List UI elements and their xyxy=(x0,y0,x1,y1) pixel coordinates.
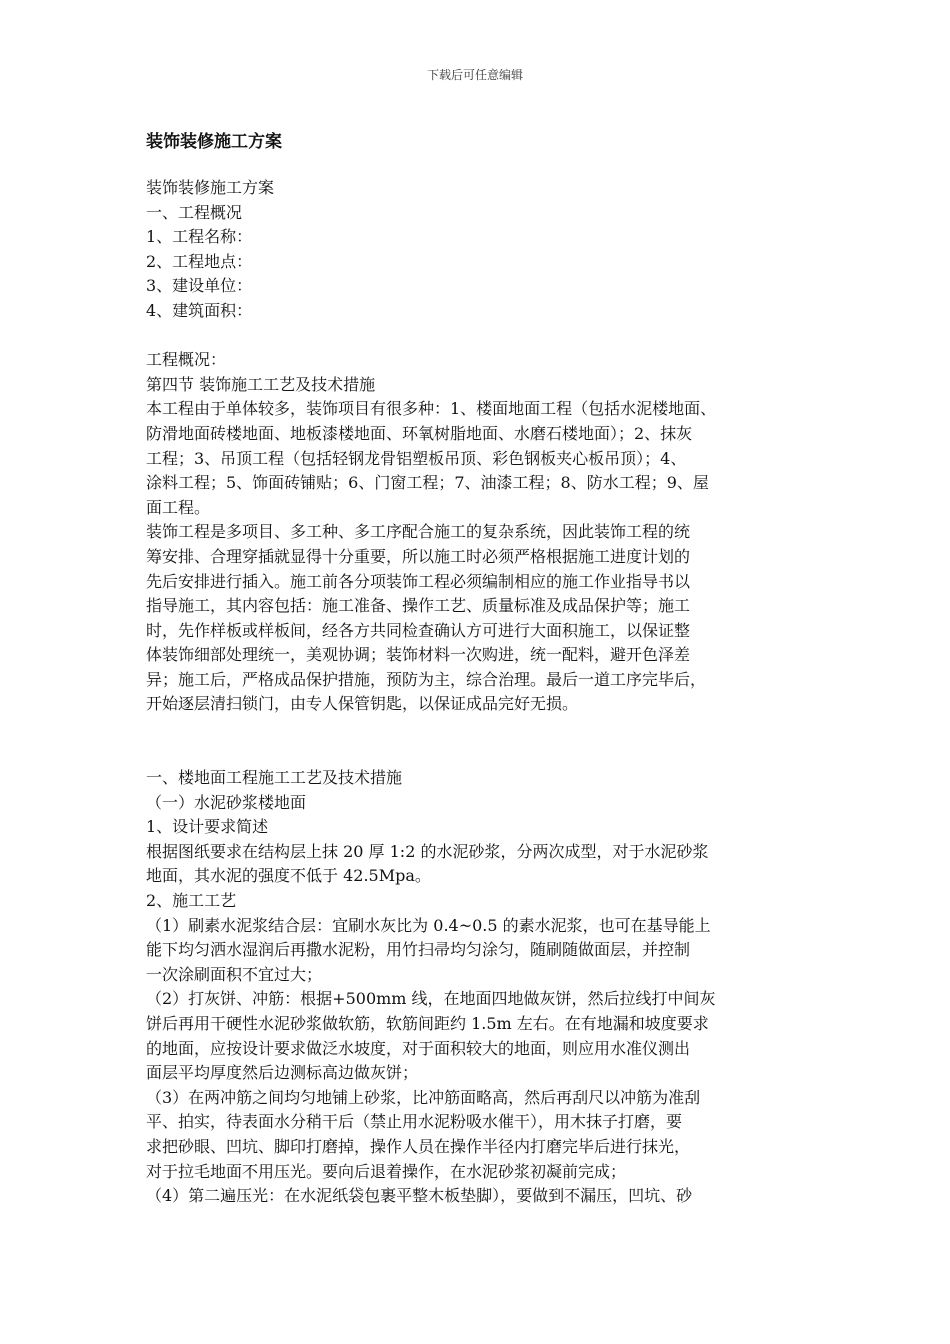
text-line: 工程概况： xyxy=(146,350,227,370)
text-line: 一、工程概况 xyxy=(146,202,243,222)
text-line: 体装饰细部处理统一，美观协调；装饰材料一次购进，统一配料，避开色泽差 xyxy=(146,645,691,665)
text-line: 1、设计要求简述 xyxy=(146,817,269,837)
text-line: 根据图纸要求在结构层上抹 20 厚 1:2 的水泥砂浆，分两次成型，对于水泥砂浆 xyxy=(146,841,709,861)
document-body xyxy=(146,176,816,1209)
floor-works-block xyxy=(146,766,816,1209)
text-line: 1、工程名称： xyxy=(146,227,253,247)
text-line: 涂料工程；5、饰面砖铺贴；6、门窗工程；7、油漆工程；8、防水工程；9、屋 xyxy=(146,473,709,493)
text-line: 装饰工程是多项目、多工种、多工序配合施工的复杂系统，因此装饰工程的统 xyxy=(146,522,691,542)
text-line: 地面，其水泥的强度不低于 42.5Mpa。 xyxy=(146,866,431,886)
text-line: 装饰装修施工方案 xyxy=(146,178,275,197)
text-line: 先后安排进行插入。施工前各分项装饰工程必须编制相应的施工作业指导书以 xyxy=(146,571,691,591)
text-line: 的地面，应按设计要求做泛水坡度，对于面积较大的地面，则应用水准仪测出 xyxy=(146,1038,691,1058)
text-line: 4、建筑面积： xyxy=(146,300,253,320)
text-line: 2、工程地点： xyxy=(146,251,253,271)
text-line: （4）第二遍压光：在水泥纸袋包裹平整木板垫脚），要做到不漏压，凹坑、砂 xyxy=(146,1186,693,1206)
text-line: 防滑地面砖楼地面、地板漆楼地面、环氧树脂地面、水磨石楼地面）；2、抹灰 xyxy=(146,423,693,443)
text-line: 时，先作样板或样板间，经各方共同检查确认方可进行大面积施工，以保证整 xyxy=(146,620,691,640)
page-header: 下载后可任意编辑 xyxy=(426,68,523,82)
text-line: 开始逐层清扫锁门，由专人保管钥匙，以保证成品完好无损。 xyxy=(146,694,579,714)
text-line: 求把砂眼、凹坑、脚印打磨掉，操作人员在操作半径内打磨完毕后进行抹光， xyxy=(146,1136,691,1156)
text-line: 指导施工，其内容包括：施工准备、操作工艺、质量标准及成品保护等；施工 xyxy=(146,596,691,616)
text-line: 平、拍实，待表面水分稍干后（禁止用水泥粉吸水催干），用木抹子打磨，要 xyxy=(146,1112,683,1132)
text-line: 异；施工后，严格成品保护措施，预防为主，综合治理。最后一道工序完毕后， xyxy=(146,669,707,689)
text-line: （3）在两冲筋之间均匀地铺上砂浆，比冲筋面略高，然后再刮尺以冲筋为准刮 xyxy=(146,1087,701,1107)
text-line: （一）水泥砂浆楼地面 xyxy=(146,792,307,812)
section-four-block xyxy=(146,348,816,717)
text-line: 本工程由于单体较多，装饰项目有很多种：1、楼面地面工程（包括水泥楼地面、 xyxy=(146,399,717,419)
text-line: 工程；3、吊顶工程（包括轻钢龙骨铝塑板吊顶、彩色钢板夹心板吊顶）；4、 xyxy=(146,448,687,468)
text-line: （2）打灰饼、冲筋：根据+500mm 线，在地面四地做灰饼，然后拉线打中间灰 xyxy=(146,989,716,1009)
text-line: 第四节 装饰施工工艺及技术措施 xyxy=(146,374,376,394)
text-line: 一次涂刷面积不宜过大； xyxy=(146,964,323,984)
document-title: 装饰装修施工方案 xyxy=(146,132,282,152)
text-line: 2、施工工艺 xyxy=(146,891,237,911)
text-line: 筹安排、合理穿插就显得十分重要，所以施工时必须严格根据施工进度计划的 xyxy=(146,546,691,566)
text-line: 面层平均厚度然后边测标高边做灰饼； xyxy=(146,1063,419,1083)
overview-block xyxy=(146,176,816,324)
text-line: 面工程。 xyxy=(146,497,211,517)
text-line: 能下均匀洒水湿润后再撒水泥粉，用竹扫帚均匀涂匀，随刷随做面层，并控制 xyxy=(146,940,691,960)
text-line: （1）刷素水泥浆结合层：宜刷水灰比为 0.4~0.5 的素水泥浆，也可在基导能上 xyxy=(146,915,711,935)
text-line: 对于拉毛地面不用压光。要向后退着操作，在水泥砂浆初凝前完成； xyxy=(146,1161,627,1181)
text-line: 饼后再用干硬性水泥砂浆做软筋，软筋间距约 1.5m 左右。在有地漏和坡度要求 xyxy=(146,1014,709,1033)
text-line: 3、建设单位： xyxy=(146,276,253,296)
text-line: 一、楼地面工程施工工艺及技术措施 xyxy=(146,768,403,788)
